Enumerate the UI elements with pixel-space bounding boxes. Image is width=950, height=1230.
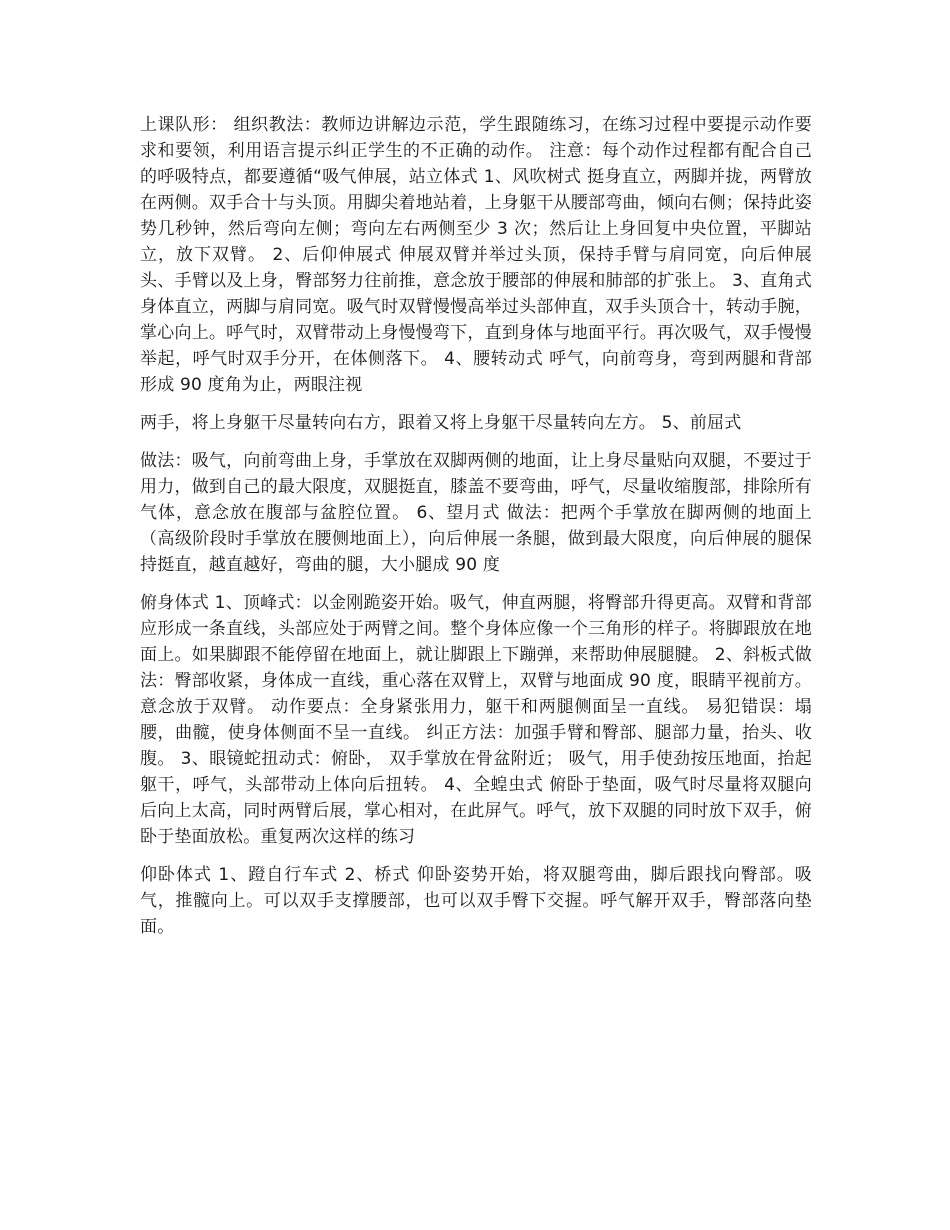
paragraph-prone-poses: 俯身体式 1、顶峰式：以金刚跪姿开始。吸气，伸直两腿，将臀部升得更高。双臂和背部应形成一条直线，头部应处于两臂之间。整个身体应像一个三角形的样子。将脚跟放在地面上。如果脚跟不能停留在地面上，就让脚跟上下蹦弹，来帮助伸展腿腱。 2、斜板式做法：臀部收紧，身体成一直线，重心落在双臂上，双臂与地面成 90 度，眼睛平视前方。意念放于双臂。 动作要点：全身紧张用力，躯干和两腿侧面呈一直线。 易犯错误：塌腰，曲髋，使身体侧面不呈一直线。 纠正方法：加强手臂和臀部、腿部力量，抬头、收腹。 3、眼镜蛇扭动式：俯卧， 双手掌放在骨盆附近； 吸气，用手使劲按压地面，抬起躯干，呼气，头部带动上体向后扭转。 4、全蝗虫式 俯卧于垫面，吸气时尽量将双腿向后向上太高，同时两臂后展，掌心相对，在此屏气。呼气，放下双腿的同时放下双手，俯卧于垫面放松。重复两次这样的练习 — [140, 593, 812, 847]
paragraph-standing-poses: 上课队形： 组织教法：教师边讲解边示范，学生跟随练习，在练习过程中要提示动作要求和要领，利用语言提示纠正学生的不正确的动作。 注意：每个动作过程都有配合自己的呼吸特点，都要遵循“吸气伸展，站立体式 1、风吹树式 挺身直立，两脚并拢，两臂放在两侧。双手合十与头顶。用脚尖着地站着，上身躯干从腰部弯曲，倾向右侧；保持此姿势几秒钟，然后弯向左侧；弯向左右两侧至少 3 次；然后让上身回复中央位置，平脚站立，放下双臂。 2、后仰伸展式 伸展双臂并举过头顶，保持手臂与肩同宽，向后伸展头、手臂以及上身，臀部努力往前推，意念放于腰部的伸展和肺部的扩张上。 3、直角式 身体直立，两脚与肩同宽。吸气时双臂慢慢高举过头部伸直，双手头顶合十，转动手腕，掌心向上。呼气时，双臂带动上身慢慢弯下，直到身体与地面平行。再次吸气，双手慢慢举起，呼气时双手分开，在体侧落下。 4、腰转动式 呼气，向前弯身，弯到两腿和背部形成 90 度角为止，两眼注视 — [140, 115, 812, 395]
paragraph-waist-twist-cont: 两手，将上身躯干尽量转向右方，跟着又将上身躯干尽量转向左方。 5、前屈式 — [140, 413, 742, 433]
paragraph-forward-bend: 做法：吸气，向前弯曲上身，手掌放在双脚两侧的地面，让上身尽量贴向双腿，不要过于用力，做到自己的最大限度，双腿挺直，膝盖不要弯曲，呼气，尽量收缩腹部，排除所有气体，意念放在腹部与盆腔位置。 6、望月式 做法：把两个手掌放在脚两侧的地面上（高级阶段时手掌放在腰侧地面上），向后伸展一条腿，做到最大限度，向后伸展的腿保持挺直，越直越好，弯曲的腿，大小腿成 90 度 — [140, 451, 812, 575]
document-page — [140, 112, 812, 952]
paragraph-supine-poses: 仰卧体式 1、蹬自行车式 2、桥式 仰卧姿势开始，将双腿弯曲，脚后跟找向臀部。吸气，推髋向上。可以双手支撑腰部，也可以双手臀下交握。呼气解开双手，臀部落向垫面。 — [140, 865, 812, 937]
